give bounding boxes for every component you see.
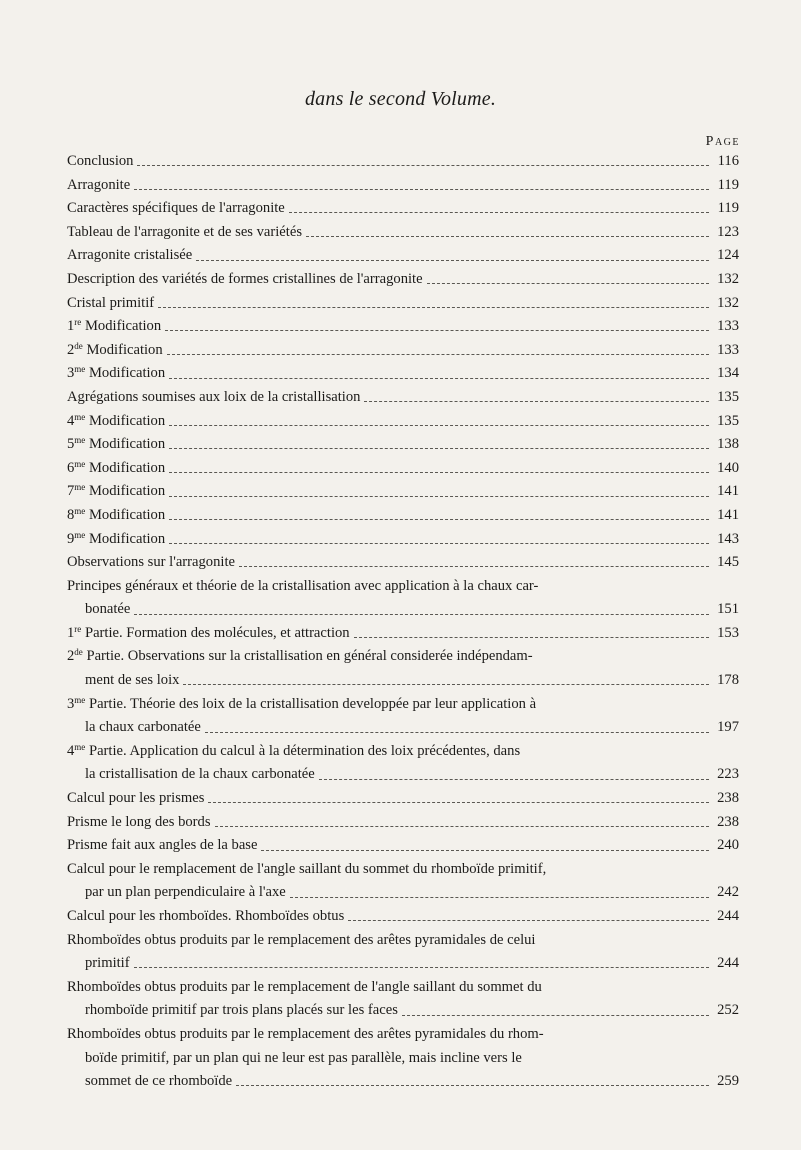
page-number: 119 (717, 176, 739, 193)
toc-entry (67, 480, 739, 504)
entry-text: Description des variétés de formes cristallines de l'arragonite (67, 270, 423, 287)
entry-text: Caractères spécifiques de l'arragonite (67, 200, 285, 217)
ordinal-suffix: me (74, 482, 86, 493)
toc-entry (67, 834, 739, 858)
dot-leader (169, 448, 709, 449)
toc-entry (67, 339, 739, 363)
entry-text: sommet de ce rhomboïde (85, 1073, 233, 1090)
entry-line (67, 811, 739, 835)
entry-last-line (67, 598, 739, 622)
entry-line (67, 292, 739, 316)
page-number: 133 (717, 318, 739, 335)
page-number: 123 (717, 223, 739, 240)
toc-entry (67, 905, 739, 929)
entry-text: Partie. Application du calcul à la détermination des loix précédentes, dans (88, 742, 521, 759)
page-number: 238 (717, 790, 739, 807)
entry-line (67, 787, 739, 811)
toc-entry (67, 268, 739, 292)
page-number: 141 (717, 506, 739, 523)
entry-line (67, 268, 739, 292)
toc-entry (67, 622, 739, 646)
entry-first-line (67, 929, 739, 953)
toc-entry (67, 787, 739, 811)
dot-leader (205, 732, 709, 733)
page-number: 135 (717, 388, 739, 405)
entry-label (67, 504, 165, 528)
page-column-heading: Page (705, 134, 740, 149)
toc-entry (67, 410, 739, 434)
entry-line (67, 551, 739, 575)
entry-text: Prisme le long des bords (67, 813, 211, 830)
entry-text: la chaux carbonatée (85, 719, 201, 736)
page-number: 242 (717, 884, 739, 901)
entry-text: Modification (84, 318, 162, 335)
entry-first-line (67, 575, 739, 599)
entry-label (67, 244, 192, 268)
entry-last-line (67, 716, 739, 740)
entry-label (67, 315, 161, 339)
entry-text: Rhomboïdes obtus produits par le remplacement des arêtes pyramidales de celui (67, 931, 536, 948)
entry-label (67, 197, 285, 221)
page-number: 244 (717, 955, 739, 972)
page-number: 124 (717, 247, 739, 264)
dot-leader (169, 519, 709, 520)
entry-line (67, 197, 739, 221)
ordinal-suffix: me (74, 411, 86, 422)
page-number: 153 (717, 624, 739, 641)
entry-label (67, 410, 165, 434)
ordinal-suffix: me (74, 435, 86, 446)
entry-text: Partie. Théorie des loix de la cristallisation developpée par leur application à (88, 695, 537, 712)
dot-leader (208, 802, 709, 803)
entry-label (67, 905, 344, 929)
entry-text: Rhomboïdes obtus produits par le remplacement de l'angle saillant du sommet du (67, 978, 542, 995)
toc-entry (67, 976, 739, 1023)
entry-line (67, 221, 739, 245)
entry-ordinal: 3 (67, 695, 75, 712)
entry-ordinal: 4 (67, 742, 75, 759)
toc-entry (67, 551, 739, 575)
entry-line (67, 622, 739, 646)
page-number: 143 (717, 530, 739, 547)
entry-label (67, 433, 165, 457)
entry-ordinal: 6 (67, 459, 75, 476)
toc-entry (67, 197, 739, 221)
entry-line (67, 410, 739, 434)
entry-ordinal: 2 (67, 648, 75, 665)
entry-text: Partie. Observations sur la cristallisation en général considerée indépendam- (86, 648, 533, 665)
entry-text: Modification (88, 365, 166, 382)
toc-entry (67, 386, 739, 410)
page-number: 197 (717, 719, 739, 736)
toc-entry (67, 1023, 739, 1094)
toc-entry (67, 740, 739, 787)
dot-leader (289, 212, 709, 213)
toc-entry (67, 174, 739, 198)
page-number: 252 (717, 1002, 739, 1019)
dot-leader (215, 826, 710, 827)
toc-entry (67, 150, 739, 174)
toc-entry (67, 575, 739, 622)
entry-line (67, 386, 739, 410)
entry-text: Arragonite cristalisée (67, 247, 193, 264)
entry-label (67, 386, 360, 410)
entry-text: Arragonite (67, 176, 131, 193)
toc-entry (67, 315, 739, 339)
page-number: 138 (717, 436, 739, 453)
dot-leader (167, 354, 709, 355)
entry-first-line (67, 976, 739, 1000)
entry-first-line (67, 645, 739, 669)
ordinal-suffix: me (74, 741, 86, 752)
dot-leader (134, 189, 709, 190)
entry-text: Prisme fait aux angles de la base (67, 837, 258, 854)
dot-leader (165, 330, 709, 331)
page-number: 259 (717, 1073, 739, 1090)
entry-ordinal: 2 (67, 341, 75, 358)
entry-text: Modification (88, 506, 166, 523)
entry-middle-line: boïde primitif, par un plan qui ne leur est pas parallèle, mais incline vers le (85, 1049, 522, 1066)
entry-text: Tableau de l'arragonite et de ses variétés (67, 223, 302, 240)
entry-line (67, 433, 739, 457)
page-number: 132 (717, 294, 739, 311)
entry-line (67, 905, 739, 929)
page-number: 134 (717, 365, 739, 382)
entry-first-line (67, 693, 739, 717)
ordinal-suffix: me (74, 694, 86, 705)
entry-text: Calcul pour les rhomboïdes. Rhomboïdes obtus (67, 908, 345, 924)
entry-label (67, 362, 165, 386)
entry-ordinal: 9 (67, 530, 75, 547)
dot-leader (402, 1015, 709, 1016)
entry-last-line (67, 999, 739, 1023)
dot-leader (319, 779, 709, 780)
dot-leader (169, 472, 709, 473)
toc-entry (67, 528, 739, 552)
entry-label (67, 622, 350, 646)
entry-label (67, 339, 163, 363)
dot-leader (239, 566, 709, 567)
dot-leader (354, 637, 709, 638)
entry-text: Modification (86, 341, 163, 358)
toc-entry (67, 858, 739, 905)
dot-leader (183, 684, 709, 685)
entry-text: Calcul pour les prismes (67, 790, 205, 807)
toc-entry (67, 504, 739, 528)
toc-entry (67, 362, 739, 386)
toc-entry (67, 433, 739, 457)
entry-first-line (67, 740, 739, 764)
entry-text: primitif (85, 955, 130, 972)
entry-line (67, 150, 739, 174)
entry-text: Calcul pour le remplacement de l'angle saillant du sommet du rhomboïde primitif, (67, 860, 547, 877)
entry-text: Modification (88, 459, 166, 476)
entry-label (67, 834, 257, 858)
entry-line (67, 244, 739, 268)
entry-ordinal: 3 (67, 365, 75, 382)
dot-leader (158, 307, 709, 308)
toc-entry (67, 292, 739, 316)
entry-text: bonatée (85, 601, 131, 618)
dot-leader (290, 897, 709, 898)
entry-text: Modification (88, 530, 166, 547)
entry-label (67, 150, 133, 174)
page-number: 178 (717, 672, 739, 689)
page-number: 132 (717, 270, 739, 287)
entry-ordinal: 4 (67, 412, 75, 429)
toc-entry (67, 457, 739, 481)
entry-text: Agrégations soumises aux loix de la cristallisation (67, 388, 361, 405)
entry-line (67, 504, 739, 528)
entry-text: Rhomboïdes obtus produits par le remplacement des arêtes pyramidales du rhom- (67, 1025, 544, 1042)
dot-leader (348, 920, 709, 921)
ordinal-suffix: re (74, 623, 82, 634)
entry-label (67, 268, 423, 292)
entry-ordinal: 7 (67, 483, 75, 500)
entry-label (67, 811, 211, 835)
dot-leader (169, 496, 709, 497)
ordinal-suffix: de (74, 340, 83, 351)
page-number: 135 (717, 412, 739, 429)
entry-text: Cristal primitif (67, 294, 155, 311)
entry-line (67, 480, 739, 504)
dot-leader (169, 425, 709, 426)
toc-entry (67, 693, 739, 740)
entry-line (67, 315, 739, 339)
page-number: 119 (717, 200, 739, 217)
table-of-contents (67, 150, 739, 1094)
entry-ordinal: 5 (67, 436, 75, 453)
toc-entry (67, 244, 739, 268)
entry-text: Observations sur l'arragonite (67, 554, 235, 571)
dot-leader (306, 236, 709, 237)
ordinal-suffix: me (74, 364, 86, 375)
entry-line (67, 457, 739, 481)
dot-leader (364, 401, 709, 402)
page-number: 140 (717, 459, 739, 476)
running-title: dans le second Volume. (304, 88, 497, 110)
entry-label (67, 457, 165, 481)
entry-line (67, 834, 739, 858)
entry-text: Modification (88, 483, 166, 500)
entry-text: par un plan perpendiculaire à l'axe (85, 884, 286, 901)
entry-line (67, 174, 739, 198)
entry-label (67, 787, 204, 811)
toc-entry (67, 221, 739, 245)
page-number: 116 (717, 153, 739, 169)
entry-last-line (67, 952, 739, 976)
dot-leader (427, 283, 709, 284)
dot-leader (169, 378, 709, 379)
page-number: 238 (717, 813, 739, 830)
entry-last-line (67, 669, 739, 693)
ordinal-suffix: re (74, 317, 82, 328)
entry-ordinal: 1 (67, 318, 75, 335)
entry-text: Conclusion (67, 153, 134, 169)
dot-leader (169, 543, 709, 544)
entry-last-line (67, 881, 739, 905)
toc-entry (67, 929, 739, 976)
toc-entry (67, 645, 739, 692)
entry-text: Modification (88, 436, 166, 453)
page-number: 240 (717, 837, 739, 854)
entry-ordinal: 8 (67, 506, 75, 523)
toc-entry (67, 811, 739, 835)
ordinal-suffix: me (74, 458, 86, 469)
entry-line (67, 528, 739, 552)
entry-first-line (67, 858, 739, 882)
entry-last-line (67, 763, 739, 787)
entry-label (67, 292, 154, 316)
entry-label (67, 551, 235, 575)
dot-leader (261, 850, 709, 851)
page-number: 223 (717, 766, 739, 783)
entry-label (67, 221, 302, 245)
entry-text: Principes généraux et théorie de la cristallisation avec application à la chaux car- (67, 577, 539, 594)
entry-text: la cristallisation de la chaux carbonatée (85, 766, 315, 783)
ordinal-suffix: me (74, 529, 86, 540)
page-number: 244 (717, 908, 739, 924)
entry-ordinal: 1 (67, 624, 75, 641)
entry-line (67, 339, 739, 363)
entry-text: Modification (88, 412, 166, 429)
entry-first-line (67, 1023, 739, 1047)
entry-label (67, 528, 165, 552)
dot-leader (134, 967, 709, 968)
page-number: 133 (717, 341, 739, 358)
dot-leader (236, 1085, 709, 1086)
dot-leader (134, 614, 709, 615)
entry-label (67, 174, 130, 198)
entry-text: ment de ses loix (85, 672, 180, 689)
entry-text: rhomboïde primitif par trois plans placés sur les faces (85, 1002, 398, 1019)
entry-last-line (67, 1070, 739, 1094)
ordinal-suffix: de (74, 647, 83, 658)
dot-leader (196, 260, 709, 261)
entry-line (67, 362, 739, 386)
page-number: 151 (717, 601, 739, 618)
entry-text: Partie. Formation des molécules, et attraction (84, 624, 350, 641)
page-number: 145 (717, 554, 739, 571)
dot-leader (137, 165, 709, 166)
entry-label (67, 480, 165, 504)
page-number: 141 (717, 483, 739, 500)
ordinal-suffix: me (74, 505, 86, 516)
